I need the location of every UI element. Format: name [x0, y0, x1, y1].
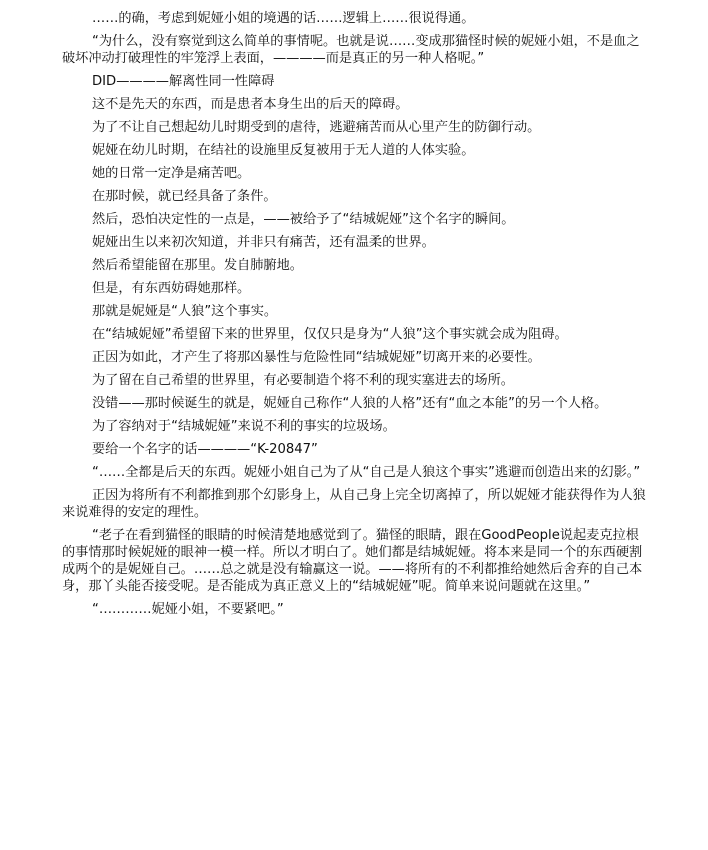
paragraph: DID————解离性同一性障碍	[92, 74, 275, 89]
paragraph: 然后，恐怕决定性的一点是，——被给予了“结城妮娅”这个名字的瞬间。	[92, 212, 515, 227]
paragraph: 要给一个名字的话————“K-20847”	[92, 442, 318, 457]
paragraph: “老子在看到猫怪的眼睛的时候清楚地感觉到了。猫怪的眼睛，跟在GoodPeople说起麦克拉根的事情那时候妮娅的眼神一模一样。所以才明白了。她们都是结城妮娅。将本来是同一个的东西硬割成两个的是妮娅自己。……总之就是没有输赢这一说。——将所有的不利都推给她然后舍弃的自己本身，那丫头能否接受呢。是否能成为真正意义上的“结城妮娅”呢。简单来说问题就在这里。”	[62, 528, 643, 594]
paragraph: 妮娅在幼儿时期，在结社的设施里反复被用于无人道的人体实验。	[92, 143, 475, 158]
paragraph: 然后希望能留在那里。发自肺腑地。	[92, 258, 303, 273]
paragraph: 在那时候，就已经具备了条件。	[92, 189, 277, 204]
paragraph: 为了不让自己想起幼儿时期受到的虐待，逃避痛苦而从心里产生的防御行动。	[92, 120, 541, 135]
paragraph: 为了留在自己希望的世界里，有必要制造个将不利的现实塞进去的场所。	[92, 373, 514, 388]
paragraph: 为了容纳对于“结城妮娅”来说不利的事实的垃圾场。	[92, 419, 396, 434]
paragraph: 妮娅出生以来初次知道，并非只有痛苦，还有温柔的世界。	[92, 235, 435, 250]
paragraph: 她的日常一定净是痛苦吧。	[92, 166, 251, 181]
paragraph: 但是，有东西妨碍她那样。	[92, 281, 251, 296]
paragraph: 这不是先天的东西，而是患者本身生出的后天的障碍。	[92, 97, 409, 112]
paragraph: ……的确，考虑到妮娅小姐的境遇的话……逻辑上……很说得通。	[92, 11, 475, 26]
paragraph: 没错——那时候诞生的就是，妮娅自己称作“人狼的人格”还有“血之本能”的另一个人格。	[92, 396, 608, 411]
paragraph: 正因为如此，才产生了将那凶暴性与危险性同“结城妮娅”切离开来的必要性。	[92, 350, 541, 365]
paragraph: “为什么，没有察觉到这么简单的事情呢。也就是说……变成那猫怪时候的妮娅小姐，不是血之破坏冲动打破理性的牢笼浮上表面，————而是真正的另一种人格呢。”	[62, 34, 640, 66]
paragraph: “…………妮娅小姐，不要紧吧。”	[92, 602, 284, 617]
paragraph: 那就是妮娅是“人狼”这个事实。	[92, 304, 278, 319]
paragraph: 在“结城妮娅”希望留下来的世界里，仅仅只是身为“人狼”这个事实就会成为阻碍。	[92, 327, 568, 342]
paragraph: 正因为将所有不利都推到那个幻影身上，从自己身上完全切离掉了，所以妮娅才能获得作为人狼来说难得的安定的理性。	[62, 488, 646, 520]
paragraph: “……全都是后天的东西。妮娅小姐自己为了从“自己是人狼这个事实”逃避而创造出来的幻影。”	[92, 465, 641, 480]
